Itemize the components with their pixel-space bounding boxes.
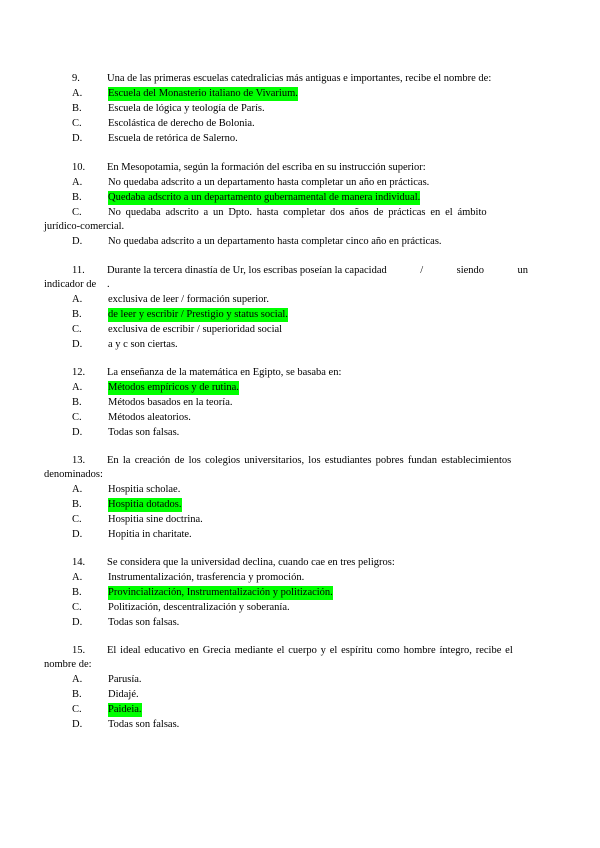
option-letter: D. [72, 719, 83, 730]
option-letter: B. [72, 309, 82, 320]
option-text-continuation: jurídico-comercial. [44, 221, 125, 232]
option-text: Quedaba adscrito a un departamento gubernamental de manera individual. [108, 192, 421, 203]
option-text: Hopitia in charitate. [108, 529, 192, 540]
question-text [107, 264, 528, 278]
option-text: a y c son ciertas. [108, 339, 178, 350]
question-text: La enseñanza de la matemática en Egipto, se basaba en: [107, 367, 342, 378]
option-letter: B. [72, 689, 82, 700]
option-text: No quedaba adscrito a un Dpto. hasta completar dos años de prácticas en el ámbito [108, 207, 487, 218]
question-number: 9. [72, 73, 80, 84]
question-text-part: un [517, 265, 528, 276]
question-number: 13. [72, 455, 86, 466]
option-text: Escuela de lógica y teología de París. [108, 103, 265, 114]
option-text: Métodos aleatorios. [108, 412, 191, 423]
question-text-continuation: indicador de [44, 279, 97, 290]
option-letter: D. [72, 133, 83, 144]
question-number: 10. [72, 162, 86, 173]
option-text: Parusía. [108, 674, 142, 685]
option-text: No quedaba adscrito a un departamento hasta completar cinco año en prácticas. [108, 236, 442, 247]
option-text: Todas son falsas. [108, 427, 180, 438]
option-text: Escuela del Monasterio italiano de Vivarium. [108, 88, 298, 99]
option-letter: D. [72, 339, 83, 350]
option-text: No quedaba adscrito a un departamento hasta completar un año en prácticas. [108, 177, 430, 188]
option-letter: C. [72, 514, 82, 525]
option-text: Hospitia dotados. [108, 499, 182, 510]
question-text-part: / [420, 265, 424, 276]
option-text: Métodos empíricos y de rutina. [108, 382, 239, 393]
option-letter: D. [72, 236, 83, 247]
question-text-continuation: denominados: [44, 469, 103, 480]
option-text: Hospitia scholae. [108, 484, 181, 495]
option-letter: B. [72, 192, 82, 203]
option-letter: D. [72, 427, 83, 438]
option-text: Didajé. [108, 689, 139, 700]
question-number: 14. [72, 557, 86, 568]
question-number: 11. [72, 265, 85, 276]
option-text: Escuela de retórica de Salerno. [108, 133, 238, 144]
option-letter: C. [72, 118, 82, 129]
option-text: Provincialización, Instrumentalización y politización. [108, 587, 333, 598]
option-letter: D. [72, 529, 83, 540]
question-text-part: Durante la tercera dinastía de Ur, los escribas poseían la capacidad [107, 265, 387, 276]
option-letter: B. [72, 103, 82, 114]
question-number: 12. [72, 367, 86, 378]
question-number: 15. [72, 645, 86, 656]
option-letter: C. [72, 207, 82, 218]
option-letter: C. [72, 704, 82, 715]
option-text: Métodos basados en la teoría. [108, 397, 233, 408]
question-text: En Mesopotamia, según la formación del escriba en su instrucción superior: [107, 162, 426, 173]
question-text-end: . [107, 279, 110, 290]
question-text-part: siendo [456, 265, 485, 276]
option-text: Todas son falsas. [108, 719, 180, 730]
option-letter: A. [72, 177, 83, 188]
option-letter: A. [72, 674, 83, 685]
option-text: Instrumentalización, trasferencia y promoción. [108, 572, 305, 583]
option-letter: B. [72, 587, 82, 598]
option-letter: B. [72, 397, 82, 408]
option-text: exclusiva de leer / formación superior. [108, 294, 269, 305]
option-text: de leer y escribir / Prestigio y status social. [108, 309, 288, 320]
question-text: Se considera que la universidad declina, cuando cae en tres peligros: [107, 557, 395, 568]
option-text: Politización, descentralización y soberanía. [108, 602, 290, 613]
option-text: Paideia. [108, 704, 142, 715]
option-letter: B. [72, 499, 82, 510]
question-text: Una de las primeras escuelas catedralicias más antiguas e importantes, recibe el nombre de: [107, 73, 492, 84]
question-text: En la creación de los colegios universitarios, los estudiantes pobres fundan establecimientos [107, 455, 512, 466]
option-letter: C. [72, 324, 82, 335]
option-text: Escolástica de derecho de Bolonia. [108, 118, 255, 129]
option-letter: A. [72, 484, 83, 495]
question-text-continuation: nombre de: [44, 659, 92, 670]
option-letter: A. [72, 294, 83, 305]
option-letter: A. [72, 88, 83, 99]
question-text: El ideal educativo en Grecia mediante el cuerpo y el espíritu como hombre íntegro, recibe el [107, 645, 513, 656]
option-letter: C. [72, 602, 82, 613]
option-text: Hospitia sine doctrina. [108, 514, 203, 525]
option-text: exclusiva de escribir / superioridad social [108, 324, 283, 335]
option-letter: A. [72, 382, 83, 393]
option-letter: A. [72, 572, 83, 583]
option-letter: D. [72, 617, 83, 628]
option-letter: C. [72, 412, 82, 423]
option-text: Todas son falsas. [108, 617, 180, 628]
